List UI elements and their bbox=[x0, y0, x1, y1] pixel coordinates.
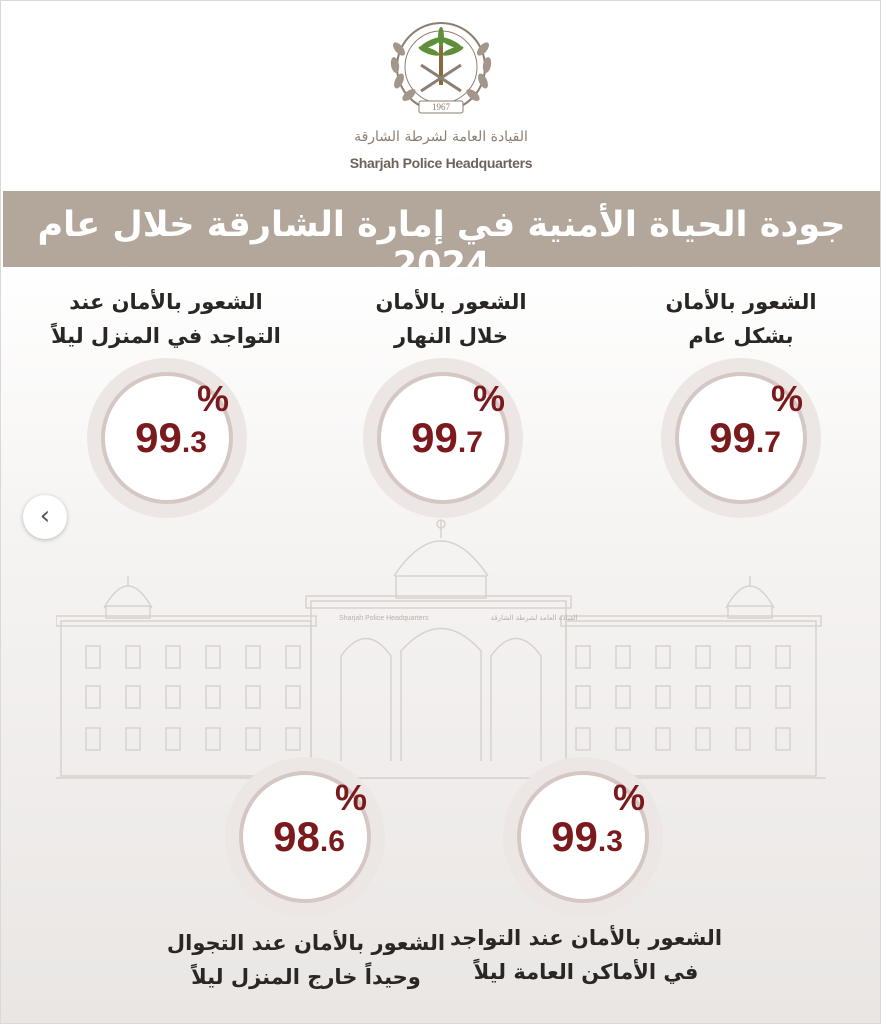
stat-walking-night-label-line2: وحيداً خارج المنزل ليلاً bbox=[191, 965, 421, 989]
stat-walking-night-value: 98.6 bbox=[273, 813, 345, 860]
stat-walking-night-label-line1: الشعور بالأمان عند التجوال bbox=[166, 931, 446, 955]
building-sign-arabic: القيادة العامة لشرطة الشارقة bbox=[490, 614, 578, 622]
stat-daytime-label-line1: الشعور بالأمان bbox=[375, 290, 527, 314]
stat-overall-value: 99.7 bbox=[709, 414, 781, 461]
percent-icon: % bbox=[197, 378, 230, 419]
stat-daytime-label-line2: خلال النهار bbox=[393, 324, 509, 348]
stat-daytime-value: 99.7 bbox=[411, 414, 483, 461]
percent-icon: % bbox=[335, 777, 368, 818]
stat-walking-night-ring bbox=[225, 757, 385, 917]
stat-home-night-value: 99.3 bbox=[135, 414, 207, 461]
stat-public-night-value: 99.3 bbox=[551, 813, 623, 860]
logo-english-text: Sharjah Police Headquarters bbox=[349, 155, 533, 171]
stat-home-night-ring bbox=[87, 358, 247, 518]
police-logo bbox=[341, 9, 541, 179]
stat-daytime-ring bbox=[363, 358, 523, 518]
building-illustration bbox=[56, 516, 826, 786]
stat-home-night-label-line1: الشعور بالأمان عند bbox=[69, 290, 263, 314]
logo-year: 1967 bbox=[432, 102, 450, 112]
logo-arabic-text: القيادة العامة لشرطة الشارقة bbox=[354, 129, 528, 145]
percent-icon: % bbox=[771, 378, 804, 419]
stat-overall-label-line1: الشعور بالأمان bbox=[665, 290, 817, 314]
stat-overall-ring bbox=[661, 358, 821, 518]
carousel-prev-button[interactable]: ‹ bbox=[23, 495, 67, 539]
title-banner bbox=[3, 191, 880, 285]
stat-daytime-label bbox=[326, 285, 576, 353]
stat-public-night-label bbox=[441, 921, 731, 989]
stat-overall-label bbox=[616, 285, 866, 353]
stat-home-night-label bbox=[41, 285, 291, 353]
stat-public-night-label-line2: في الأماكن العامة ليلاً bbox=[473, 960, 699, 984]
percent-icon: % bbox=[473, 378, 506, 419]
stat-public-night-ring bbox=[503, 757, 663, 917]
stat-home-night-label-line2: التواجد في المنزل ليلاً bbox=[51, 324, 281, 348]
stat-overall-label-line2: بشكل عام bbox=[688, 324, 794, 348]
page-title: جودة الحياة الأمنية في إمارة الشارقة خلال عام 2024 bbox=[37, 205, 846, 285]
stat-public-night-label-line1: الشعور بالأمان عند التواجد bbox=[449, 926, 723, 950]
stat-walking-night-label bbox=[161, 926, 451, 994]
percent-icon: % bbox=[613, 777, 646, 818]
building-sign-english: Sharjah Police Headquarters bbox=[339, 615, 429, 622]
